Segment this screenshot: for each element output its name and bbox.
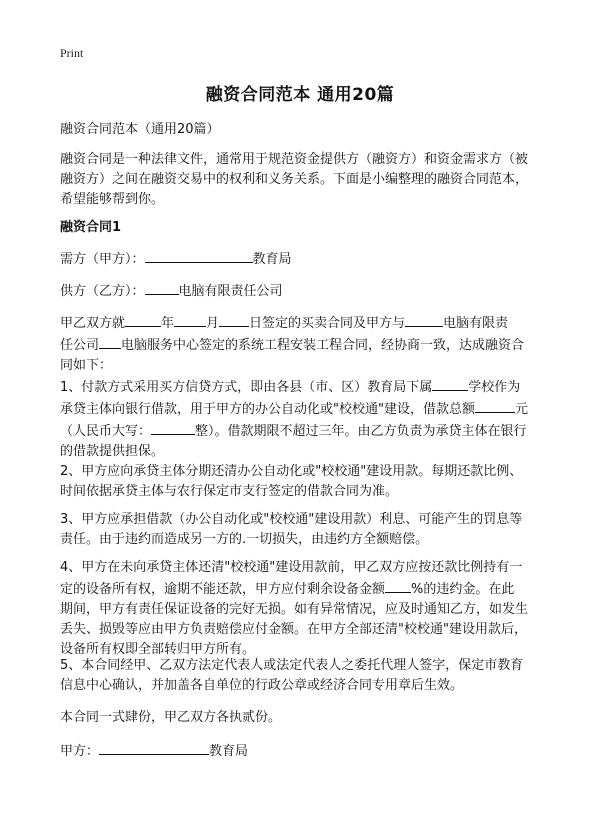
blank-field bbox=[145, 280, 179, 295]
agreement-line bbox=[60, 312, 560, 334]
clause-line: 期间，甲方有责任保证设备的完好无损。如有异常情况，应及时通知乙方，如发生 bbox=[60, 602, 529, 617]
blank-field bbox=[432, 376, 468, 391]
signature-label: 甲方： bbox=[60, 744, 100, 759]
agreement-line: 同如下： bbox=[60, 358, 113, 373]
text-run: 电脑有限责 bbox=[443, 316, 509, 331]
text-run: 1、付款方式采用买方信贷方式，即由各县（市、区）教育局下属 bbox=[60, 380, 433, 395]
party-a-label: 需方（甲方）： bbox=[60, 252, 145, 267]
intro-line: 融资合同是一种法律文件，通常用于规范资金提供方（融资方）和资金需求方（被 bbox=[60, 152, 529, 167]
text-run: 日签定的买卖合同及甲方与 bbox=[249, 316, 406, 331]
blank-field bbox=[145, 248, 253, 263]
party-a-suffix: 教育局 bbox=[252, 252, 292, 267]
text-run: 承贷主体向银行借款，用于甲方的办公自动化或"校校通"建设，借款总额 bbox=[60, 402, 475, 417]
clause-line: 丢失、损毁等应由甲方负责赔偿应付金额。在甲方全部还清"校校通"建设用款后， bbox=[60, 622, 527, 637]
copies-line: 本合同一式肆份，甲乙双方各执贰份。 bbox=[60, 710, 282, 725]
blank-field bbox=[99, 334, 121, 349]
party-b-line bbox=[60, 280, 560, 302]
intro-line: 希望能够帮到你。 bbox=[60, 192, 165, 207]
text-run: 年 bbox=[161, 316, 175, 331]
clause-4 bbox=[60, 558, 560, 660]
clause-line: 5、本合同经甲、乙双方法定代表人或法定代表人之委托代理人签字，保定市教育 bbox=[60, 658, 524, 673]
clause-line: 3、甲方应承担借款（办公自动化或"校校通"建设用款）利息、可能产生的罚息等 bbox=[60, 512, 523, 527]
blank-field bbox=[151, 420, 195, 435]
blank-field bbox=[475, 398, 515, 413]
blank-field bbox=[174, 312, 206, 327]
blank-field bbox=[405, 312, 443, 327]
party-b-label: 供方（乙方）： bbox=[60, 284, 145, 299]
text-run: %的违约金。在此 bbox=[411, 582, 515, 597]
party-b-suffix: 电脑有限责任公司 bbox=[178, 284, 283, 299]
clause-1 bbox=[60, 376, 560, 462]
party-a-line bbox=[60, 248, 560, 270]
text-run: 任公司 bbox=[60, 338, 100, 353]
intro-paragraph bbox=[60, 150, 560, 210]
document-title: 融资合同范本 通用20篇 bbox=[205, 85, 395, 105]
blank-field bbox=[219, 312, 249, 327]
agreement-paragraph bbox=[60, 312, 560, 376]
clause-line: 责任。由于违约而造成另一方的.一切损失，由违约方全额赔偿。 bbox=[60, 532, 429, 547]
agreement-line bbox=[60, 334, 560, 356]
text-run: （人民币大写： bbox=[60, 424, 152, 439]
blank-field bbox=[385, 578, 411, 593]
clause-line bbox=[60, 420, 560, 442]
text-run: 元 bbox=[514, 402, 528, 417]
blank-field bbox=[99, 740, 209, 755]
text-run: 电脑服务中心签定的系统工程安装工程合同，经协商一致，达成融资合 bbox=[121, 338, 525, 353]
clause-line: 信息中心确认，并加盖各自单位的行政公章或经济合同专用章后生效。 bbox=[60, 678, 464, 693]
clause-line bbox=[60, 578, 560, 600]
signature-suffix: 教育局 bbox=[209, 744, 249, 759]
text-run: 整）。借款期限不超过三年。由乙方负责为承贷主体在银行 bbox=[195, 424, 527, 439]
clause-line: 设备所有权即全部转归甲方所有。 bbox=[60, 642, 256, 657]
clause-line bbox=[60, 398, 560, 420]
signature-line bbox=[60, 740, 560, 762]
document-subtitle: 融资合同范本（通用20篇） bbox=[60, 122, 220, 137]
text-run: 甲乙双方就 bbox=[60, 316, 126, 331]
text-run: 学校作为 bbox=[468, 380, 521, 395]
clause-line: 的借款提供担保。 bbox=[60, 444, 165, 459]
clause-line: 2、甲方应向承贷主体分期还清办公自动化或"校校通"建设用款。每期还款比例、 bbox=[60, 464, 523, 479]
print-link[interactable]: Print bbox=[60, 46, 84, 60]
intro-line: 融资方）之间在融资交易中的权利和义务关系。下面是小编整理的融资合同范本， bbox=[60, 172, 529, 187]
clause-2 bbox=[60, 462, 560, 502]
clause-line: 时间依据承贷主体与农行保定市支行签定的借款合同为准。 bbox=[60, 484, 399, 499]
text-run: 定的设备所有权，逾期不能还款，甲方应付剩余设备金额 bbox=[60, 582, 386, 597]
clause-line bbox=[60, 376, 560, 398]
clause-line: 4、甲方在未向承贷主体还清"校校通"建设用款前，甲乙双方应按还款比例持有一 bbox=[60, 560, 523, 575]
blank-field bbox=[125, 312, 161, 327]
section-heading: 融资合同1 bbox=[60, 220, 122, 235]
clause-3 bbox=[60, 510, 560, 550]
clause-5 bbox=[60, 656, 560, 696]
text-run: 月 bbox=[206, 316, 220, 331]
